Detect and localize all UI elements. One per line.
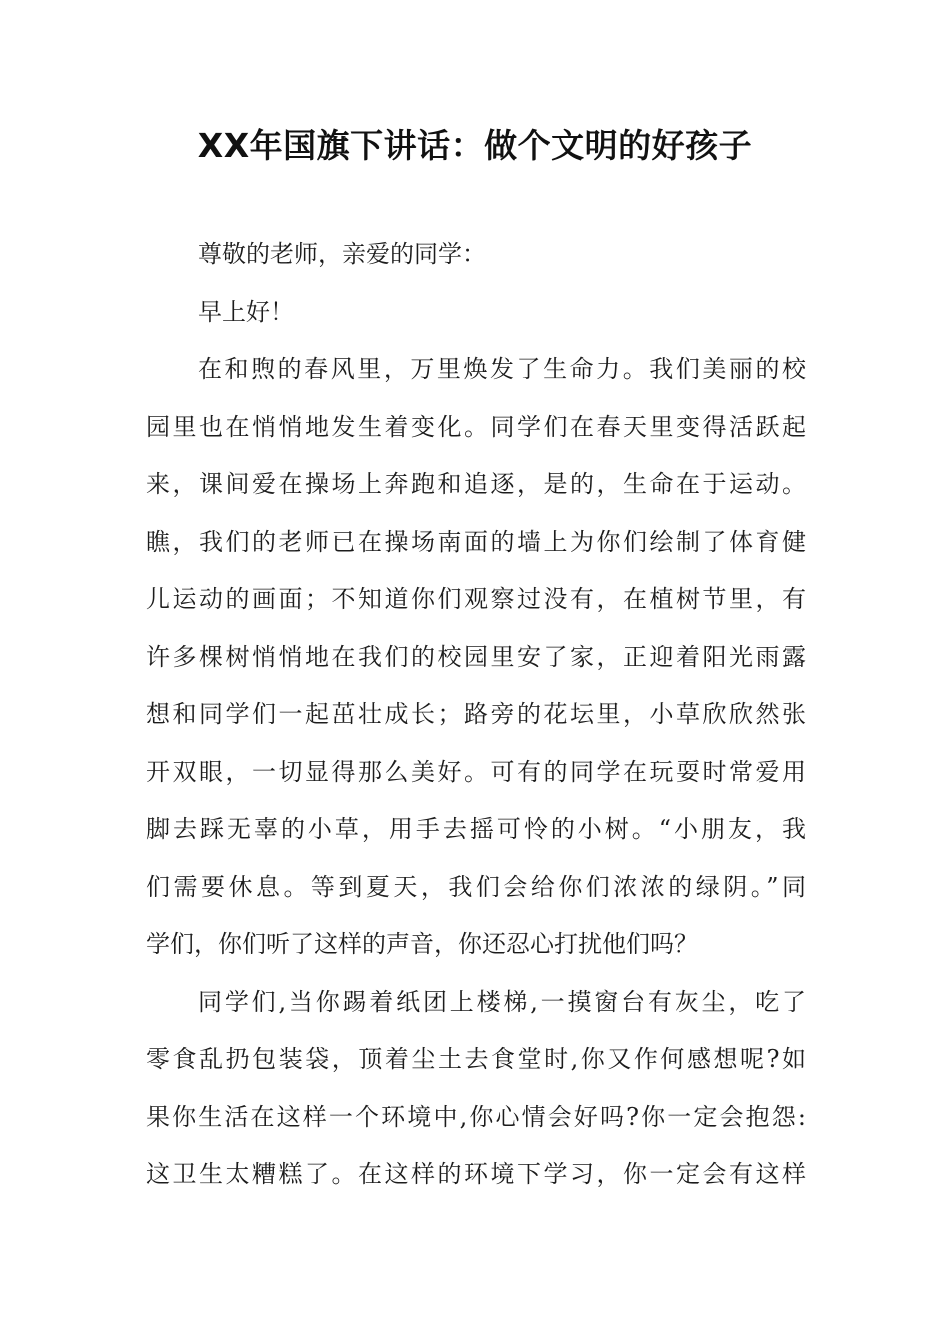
paragraph-line: 这卫生太糟糕了。在这样的环境下学习，你一定会有这样 bbox=[146, 1160, 806, 1188]
paragraph-line: 零食乱扔包装袋，顶着尘土去食堂时,你又作何感想呢?如 bbox=[146, 1045, 806, 1073]
paragraph-line: 们需要休息。等到夏天，我们会给你们浓浓的绿阴。”同 bbox=[146, 872, 806, 901]
paragraph-line: 许多棵树悄悄地在我们的校园里安了家，正迎着阳光雨露 bbox=[146, 642, 806, 671]
paragraph-line: 开双眼，一切显得那么美好。可有的同学在玩耍时常爱用 bbox=[146, 757, 806, 786]
paragraph-line: 想和同学们一起茁壮成长；路旁的花坛里，小草欣欣然张 bbox=[146, 700, 806, 728]
paragraph-line: 园里也在悄悄地发生着变化。同学们在春天里变得活跃起 bbox=[146, 412, 806, 441]
document-body bbox=[146, 226, 806, 1204]
paragraph-line: 学们，你们听了这样的声音，你还忍心打扰他们吗？ bbox=[146, 930, 698, 958]
paragraph-line: 儿运动的画面；不知道你们观察过没有，在植树节里，有 bbox=[146, 585, 806, 613]
paragraph-line: 瞧，我们的老师已在操场南面的墙上为你们绘制了体育健 bbox=[146, 527, 806, 556]
paragraph-line: 脚去踩无辜的小草，用手去摇可怜的小树。“小朋友，我 bbox=[146, 815, 806, 843]
paragraph-1 bbox=[146, 341, 806, 974]
paragraph-2 bbox=[146, 974, 806, 1204]
paragraph-line: 同学们,当你踢着纸团上楼梯,一摸窗台有灰尘，吃了 bbox=[198, 987, 806, 1016]
paragraph-line: 来，课间爱在操场上奔跑和追逐，是的，生命在于运动。 bbox=[146, 470, 806, 498]
greeting-line: 尊敬的老师，亲爱的同学： bbox=[198, 240, 486, 268]
document-title: XX年国旗下讲话：做个文明的好孩子 bbox=[197, 126, 753, 165]
paragraph-line: 果你生活在这样一个环境中,你心情会好吗?你一定会抱怨: bbox=[146, 1102, 806, 1131]
paragraph-line: 在和煦的春风里，万里焕发了生命力。我们美丽的校 bbox=[198, 355, 806, 383]
salutation-line: 早上好！ bbox=[198, 297, 294, 326]
